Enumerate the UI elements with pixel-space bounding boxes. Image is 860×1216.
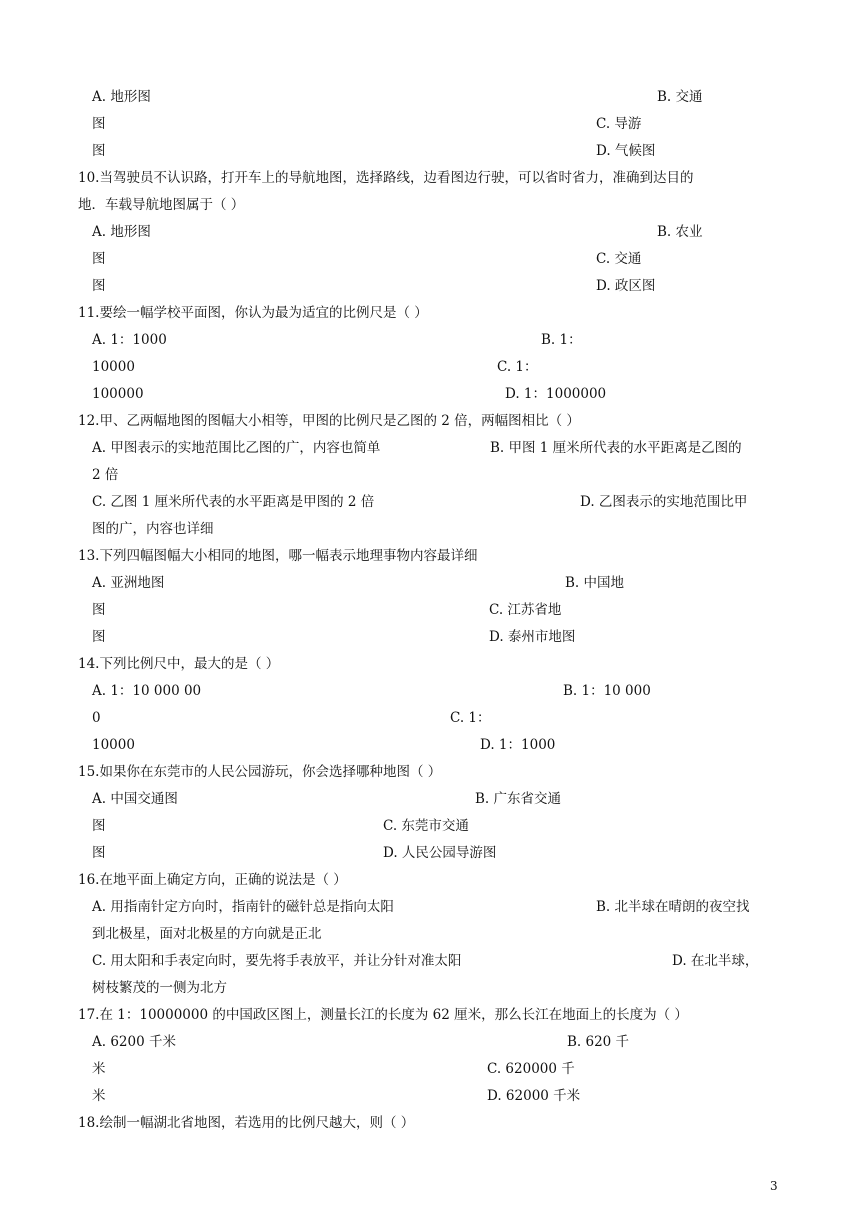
text-line: B. 1：10 000: [563, 683, 651, 699]
text-line: 地．车载导航地图属于（ ）: [78, 197, 245, 213]
text-line: D. 1：1000000: [505, 386, 607, 402]
text-line: A. 6200 千米: [92, 1034, 176, 1050]
text-line: 图: [92, 278, 106, 294]
text-line: 13.下列四幅图幅大小相同的地图，哪一幅表示地理事物内容最详细: [78, 548, 478, 564]
text-line: B. 广东省交通: [475, 791, 562, 807]
text-line: 到北极星，面对北极星的方向就是正北: [92, 926, 322, 942]
text-line: D. 气候图: [596, 143, 656, 159]
text-line: A. 甲图表示的实地范围比乙图的广，内容也简单: [92, 440, 381, 456]
text-line: C. 交通: [596, 251, 642, 267]
text-line: C. 乙图 1 厘米所代表的水平距离是甲图的 2 倍: [92, 494, 375, 510]
text-line: C. 1：: [497, 359, 538, 375]
text-line: 图: [92, 818, 106, 834]
text-line: A. 1：1000: [92, 332, 167, 348]
text-line: C. 东莞市交通: [383, 818, 469, 834]
text-line: 14.下列比例尺中，最大的是（ ）: [78, 656, 280, 672]
text-line: D. 在北半球，: [672, 953, 759, 969]
text-line: B. 1：: [541, 332, 582, 348]
text-line: C. 导游: [596, 116, 642, 132]
text-line: B. 中国地: [565, 575, 625, 591]
text-line: 图的广，内容也详细: [92, 521, 214, 537]
text-line: C. 用太阳和手表定向时，要先将手表放平，并让分针对准太阳: [92, 953, 462, 969]
text-line: 10000: [92, 737, 135, 753]
text-line: B. 北半球在晴朗的夜空找: [596, 899, 750, 915]
text-line: A. 亚洲地图: [92, 575, 165, 591]
text-line: B. 交通: [657, 89, 703, 105]
text-line: 15.如果你在东莞市的人民公园游玩，你会选择哪种地图（ ）: [78, 764, 442, 780]
text-line: B. 620 千: [567, 1034, 630, 1050]
text-line: D. 泰州市地图: [489, 629, 576, 645]
text-line: 图: [92, 602, 106, 618]
text-line: C. 江苏省地: [489, 602, 562, 618]
text-line: 10000: [92, 359, 135, 375]
text-line: C. 620000 千: [487, 1061, 575, 1077]
text-line: D. 政区图: [596, 278, 656, 294]
text-line: 11.要绘一幅学校平面图，你认为最为适宜的比例尺是（ ）: [78, 305, 428, 321]
text-line: 树枝繁茂的一侧为北方: [92, 980, 227, 996]
text-line: D. 1：1000: [480, 737, 556, 753]
text-line: 100000: [92, 386, 144, 402]
text-line: 18.绘制一幅湖北省地图，若选用的比例尺越大，则（ ）: [78, 1115, 415, 1131]
text-line: A. 地形图: [92, 89, 151, 105]
text-line: 图: [92, 251, 106, 267]
text-line: A. 地形图: [92, 224, 151, 240]
text-line: A. 用指南针定方向时，指南针的磁针总是指向太阳: [92, 899, 394, 915]
text-line: D. 62000 千米: [487, 1088, 581, 1104]
text-line: 米: [92, 1061, 106, 1077]
text-line: 图: [92, 629, 106, 645]
text-line: 米: [92, 1088, 106, 1104]
text-line: B. 农业: [657, 224, 703, 240]
text-line: A. 中国交通图: [92, 791, 178, 807]
text-line: B. 甲图 1 厘米所代表的水平距离是乙图的: [490, 440, 742, 456]
text-line: 0: [92, 710, 101, 726]
text-line: 图: [92, 143, 106, 159]
text-line: D. 乙图表示的实地范围比甲: [580, 494, 748, 510]
text-line: 10.当驾驶员不认识路，打开车上的导航地图，选择路线，边看图边行驶，可以省时省力，准确到达目的: [78, 170, 694, 186]
text-line: 2 倍: [92, 467, 119, 483]
text-line: 17.在 1：10000000 的中国政区图上，测量长江的长度为 62 厘米，那么长江在地面上的长度为（ ）: [78, 1007, 688, 1023]
text-line: D. 人民公园导游图: [383, 845, 497, 861]
text-line: 图: [92, 845, 106, 861]
text-line: C. 1：: [450, 710, 491, 726]
text-line: 16.在地平面上确定方向，正确的说法是（ ）: [78, 872, 347, 888]
page-number: 3: [770, 1179, 778, 1193]
text-line: 图: [92, 116, 106, 132]
text-line: A. 1：10 000 00: [92, 683, 202, 699]
text-line: 12.甲、乙两幅地图的图幅大小相等，甲图的比例尺是乙图的 2 倍，两幅图相比（ ）: [78, 413, 580, 429]
